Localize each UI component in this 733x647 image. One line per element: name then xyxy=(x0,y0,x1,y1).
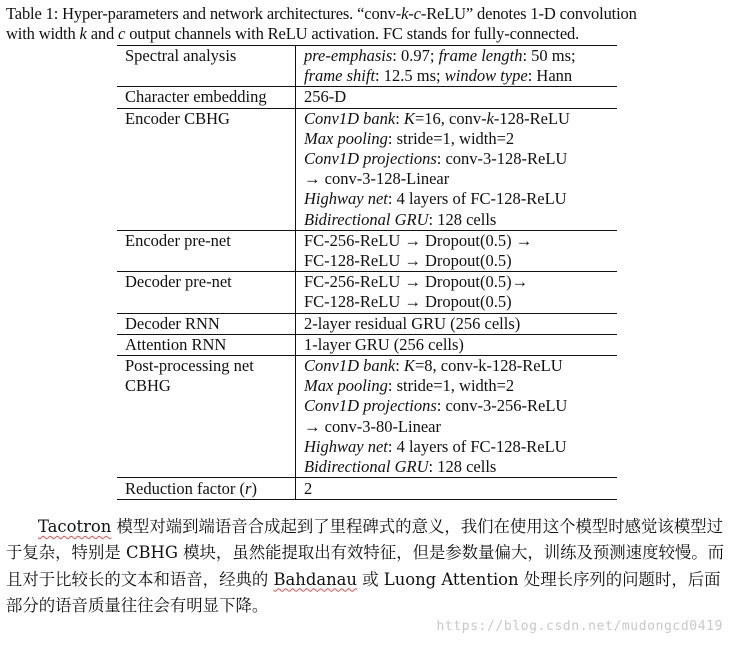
table-row-reduction-factor xyxy=(117,478,617,500)
row-label: Character embedding xyxy=(117,87,296,108)
row-value xyxy=(296,230,618,271)
param-value: : 12.5 ms; xyxy=(375,66,445,86)
hyperparameter-table xyxy=(117,45,617,500)
param-key: Conv1D bank xyxy=(304,108,396,128)
caption-text: - xyxy=(408,4,414,23)
param-value: FC-128-ReLU → Dropout(0.5) xyxy=(304,251,512,271)
param-value: → conv-3-128-Linear xyxy=(304,169,450,189)
table-row-decoder-prenet xyxy=(117,272,617,313)
spellcheck-word: Bahdanau xyxy=(273,569,357,589)
row-value: 1-layer GRU (256 cells) xyxy=(296,334,618,355)
row-label-text: Reduction factor ( xyxy=(125,479,246,499)
row-label-math: r xyxy=(245,479,252,499)
param-key: Bidirectional GRU xyxy=(304,457,429,477)
row-label: Encoder CBHG xyxy=(117,108,296,230)
param-math: k xyxy=(486,108,494,128)
watermark-url: https://blog.csdn.net/mudongcd0419 xyxy=(436,619,723,634)
table-row-attention-rnn xyxy=(117,334,617,355)
caption-text: -ReLU” denotes 1-D convolution xyxy=(420,4,637,23)
param-value: -128-ReLU xyxy=(493,108,570,128)
row-value: 2 xyxy=(296,478,618,500)
row-value xyxy=(296,272,618,313)
param-value: FC-256-ReLU → Dropout(0.5) → xyxy=(304,230,533,250)
param-value: : 50 ms; xyxy=(522,46,576,65)
table-row-spectral-analysis xyxy=(117,46,617,87)
param-value: : 4 layers of FC-128-ReLU xyxy=(387,436,567,456)
caption-math-k: k xyxy=(401,4,409,23)
param-value: : 128 cells xyxy=(428,457,497,477)
param-value: : Hann xyxy=(527,66,573,86)
param-value: =16, conv- xyxy=(414,108,487,128)
caption-text: output channels with ReLU activation. FC stands for fully-connected. xyxy=(125,24,580,43)
param-value: =8, conv-k-128-ReLU xyxy=(414,356,563,376)
param-key: Conv1D projections xyxy=(304,396,437,416)
param-key: Conv1D bank xyxy=(304,356,396,376)
param-key: Bidirectional GRU xyxy=(304,209,429,229)
param-value: : 128 cells xyxy=(428,209,497,229)
row-label xyxy=(117,478,296,500)
row-label: Encoder pre-net xyxy=(117,230,296,271)
body-paragraph xyxy=(6,514,730,619)
table-caption xyxy=(6,4,730,44)
row-value: 2-layer residual GRU (256 cells) xyxy=(296,313,618,334)
spellcheck-word: Tacotron xyxy=(38,517,112,536)
param-math: K xyxy=(403,356,415,376)
paragraph-text: 模型对端到端语音合成起到了里程碑式的意义，我们在使用这个模型时感觉该模型过于复杂，特别是 CBHG 模块，虽然能提取出有效特征，但是参数量偏大，训练及预测速度较慢。而且对于比较长的文本和语音，经典的 xyxy=(6,517,725,589)
row-label-line: CBHG xyxy=(125,376,171,396)
param-value: : conv-3-128-ReLU xyxy=(436,149,568,169)
row-label: Attention RNN xyxy=(117,334,296,355)
row-label-line: Post-processing net xyxy=(125,356,254,376)
caption-text: with width xyxy=(6,24,80,43)
row-label: Decoder pre-net xyxy=(117,272,296,313)
param-value: : xyxy=(395,356,404,376)
row-value: 256-D xyxy=(296,87,618,108)
param-value: FC-128-ReLU → Dropout(0.5) xyxy=(304,292,512,312)
param-key: frame shift xyxy=(304,66,376,86)
row-value xyxy=(296,356,618,478)
param-value: → conv-3-80-Linear xyxy=(304,416,441,436)
param-key: Highway net xyxy=(304,436,388,456)
param-key: Highway net xyxy=(304,189,388,209)
param-value: : stride=1, width=2 xyxy=(387,376,515,396)
row-label: Decoder RNN xyxy=(117,313,296,334)
param-key: Max pooling xyxy=(304,376,388,396)
param-key: Max pooling xyxy=(304,128,388,148)
param-value: : stride=1, width=2 xyxy=(387,128,515,148)
param-key: frame length xyxy=(438,46,523,65)
param-value: : 4 layers of FC-128-ReLU xyxy=(387,189,567,209)
row-label xyxy=(117,356,296,478)
caption-math-c: c xyxy=(413,4,421,23)
param-value: : conv-3-256-ReLU xyxy=(436,396,568,416)
row-value xyxy=(296,46,618,87)
table-row-character-embedding xyxy=(117,87,617,108)
paragraph-text: 或 Luong Attention 处理长序列的问题时，后面部分的语音质量往往会有明显下降。 xyxy=(6,569,721,615)
param-math: K xyxy=(403,108,415,128)
param-key: window type xyxy=(444,66,528,86)
param-value: FC-256-ReLU → Dropout(0.5)→ xyxy=(304,272,529,292)
table-row-postprocessing-cbhg xyxy=(117,356,617,478)
caption-text: and xyxy=(86,24,119,43)
caption-math-k: k xyxy=(79,24,87,43)
param-value: : 0.97; xyxy=(392,46,439,65)
table-row-decoder-rnn xyxy=(117,313,617,334)
param-value: : xyxy=(395,108,404,128)
param-key: pre-emphasis xyxy=(304,46,393,65)
row-label: Spectral analysis xyxy=(117,46,296,87)
row-label-text: ) xyxy=(251,479,257,499)
param-key: Conv1D projections xyxy=(304,149,437,169)
table-row-encoder-prenet xyxy=(117,230,617,271)
caption-math-c: c xyxy=(118,24,126,43)
table-row-encoder-cbhg xyxy=(117,108,617,230)
row-value xyxy=(296,108,618,230)
caption-text: Table 1: Hyper-parameters and network architectures. “conv- xyxy=(6,4,402,23)
